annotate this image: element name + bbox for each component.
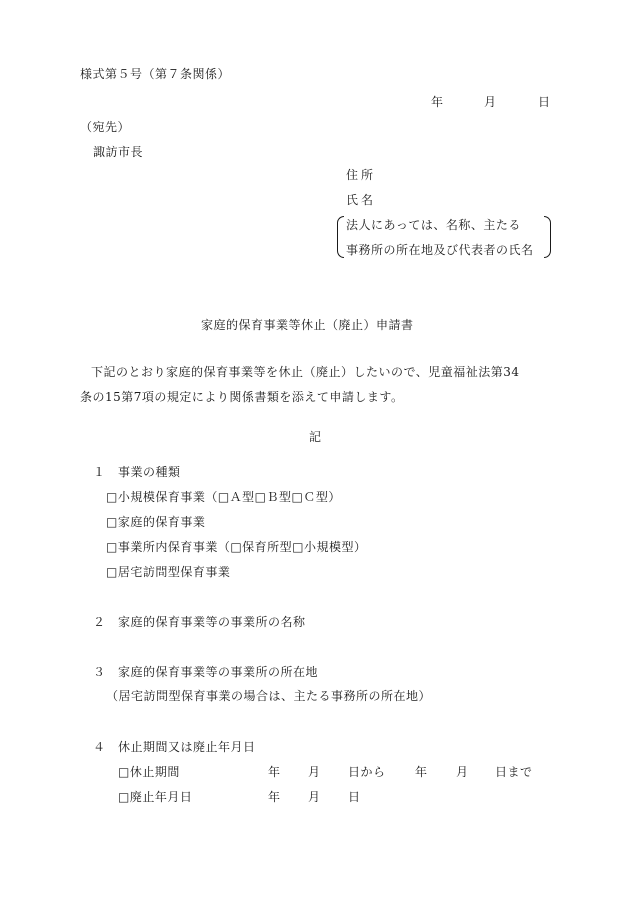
ki-label: 記 xyxy=(309,430,322,444)
corp-note-line1: 法人にあっては、名称、主たる xyxy=(346,218,521,232)
abolition-label: □廃止年月日 xyxy=(118,790,193,804)
option-workplace: □事業所内保育事業（□保育所型□小規模型） xyxy=(106,540,367,554)
form-number: 様式第５号（第７条関係） xyxy=(80,67,231,81)
abolition-month: 月 xyxy=(308,790,321,804)
suspension-until: 日まで xyxy=(495,765,533,779)
section4-heading: ４ 休止期間又は廃止年月日 xyxy=(93,740,256,754)
suspension-label: □休止期間 xyxy=(118,765,180,779)
corp-note-line2: 事務所の所在地及び代表者の氏名 xyxy=(346,243,534,257)
option-home-based: □家庭的保育事業 xyxy=(106,515,206,529)
option-small-scale: □小規模保育事業（□Ａ型□Ｂ型□Ｃ型） xyxy=(106,490,341,504)
body-line2: 条の15第7項の規定により関係書類を添えて申請します。 xyxy=(80,390,404,404)
addressee: （宛先） xyxy=(80,120,131,134)
suspension-month1: 月 xyxy=(308,765,321,779)
section2-heading: ２ 家庭的保育事業等の事業所の名称 xyxy=(93,615,306,629)
section1-heading: １ 事業の種類 xyxy=(93,465,181,479)
abolition-day: 日 xyxy=(348,790,361,804)
suspension-year2: 年 xyxy=(415,765,428,779)
option-home-visit: □居宅訪問型保育事業 xyxy=(106,565,231,579)
section3-heading: ３ 家庭的保育事業等の事業所の所在地 xyxy=(93,665,319,679)
date-day-label: 日 xyxy=(538,95,551,109)
date-month-label: 月 xyxy=(484,95,497,109)
left-bracket xyxy=(337,216,344,258)
right-bracket xyxy=(544,216,551,258)
recipient: 諏訪市長 xyxy=(93,145,144,159)
document-title: 家庭的保育事業等休止（廃止）申請書 xyxy=(201,318,414,332)
section3-note: （居宅訪問型保育事業の場合は、主たる事務所の所在地） xyxy=(106,689,432,703)
name-label: 氏名 xyxy=(346,193,377,207)
body-line1: 下記のとおり家庭的保育事業等を休止（廃止）したいので、児童福祉法第34 xyxy=(91,365,520,379)
address-label: 住所 xyxy=(346,168,377,182)
date-year-label: 年 xyxy=(431,95,444,109)
abolition-year: 年 xyxy=(268,790,281,804)
suspension-month2: 月 xyxy=(456,765,469,779)
suspension-from: 日から xyxy=(348,765,386,779)
suspension-year1: 年 xyxy=(268,765,281,779)
